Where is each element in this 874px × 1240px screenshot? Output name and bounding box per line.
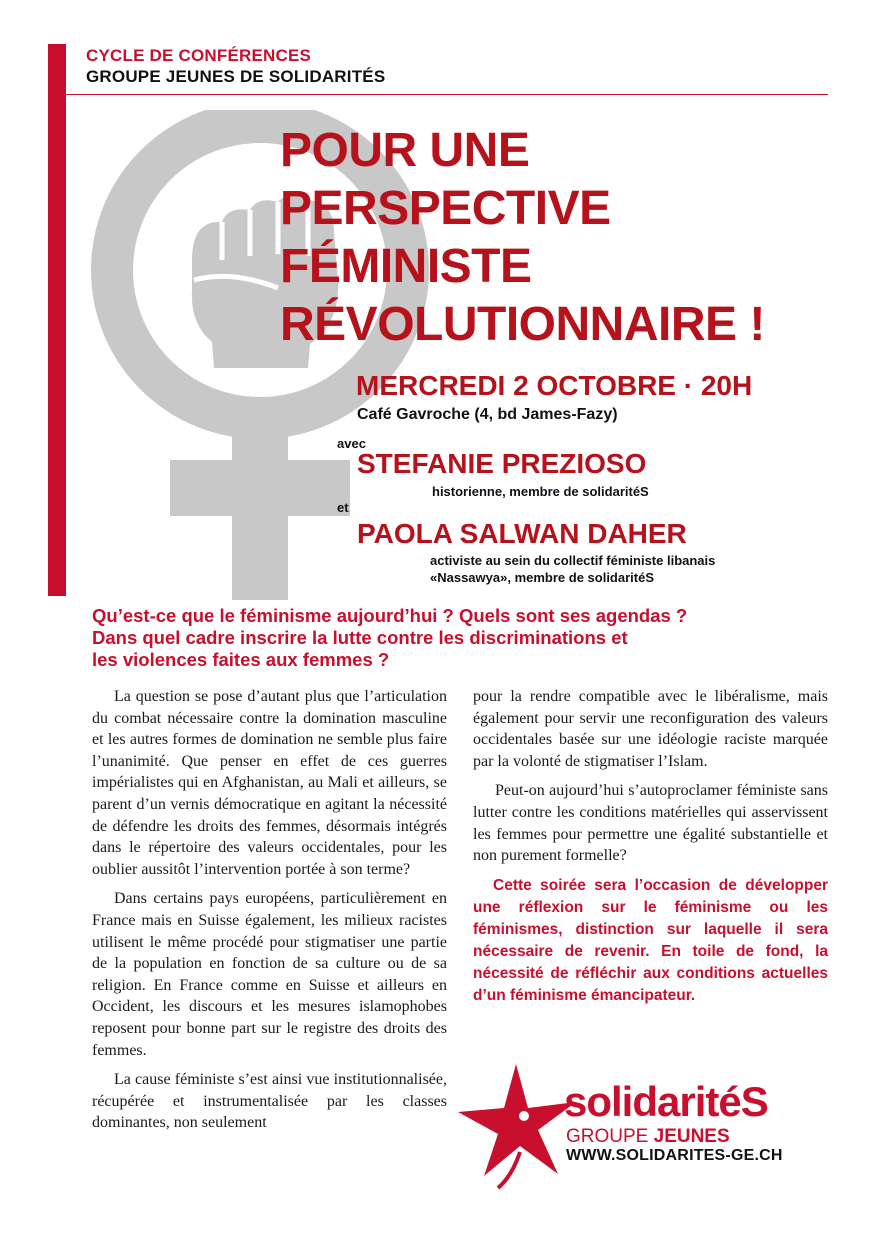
- speaker-role: historienne, membre de solidaritéS: [432, 484, 649, 499]
- avec-label: avec: [337, 436, 366, 451]
- event-venue: Café Gavroche (4, bd James-Fazy): [357, 406, 618, 423]
- body-column-right: [473, 686, 828, 1015]
- title-line: FÉMINISTE: [280, 240, 532, 293]
- speaker-role: [430, 552, 715, 586]
- website-url: WWW.SOLIDARITES-GE.CH: [566, 1147, 783, 1164]
- speaker-role-line: activiste au sein du collectif féministe libanais: [430, 553, 716, 568]
- logo-subtitle-bold: JEUNES: [653, 1126, 730, 1147]
- title-line: POUR UNE: [280, 124, 530, 177]
- highlight-paragraph: Cette soirée sera l’occasion de développer une réflexion sur le féminisme ou les féminismes, distinction sur laquelle il sera nécessaire de revenir. En toile de fond, la nécessité de réfléchir aux conditions actuelles d’un féminisme émancipateur.: [473, 876, 828, 1004]
- logo-name: solidaritéS: [564, 1078, 768, 1125]
- body-paragraph: Peut-on aujourd’hui s’autoproclamer féministe sans lutter contre les conditions matérielles qui asservissent les femmes pour permettre une égalité substantielle et non purement formelle?: [473, 782, 828, 865]
- title-line: RÉVOLUTIONNAIRE !: [280, 298, 765, 351]
- question-line: Dans quel cadre inscrire la lutte contre les discriminations et: [92, 627, 628, 648]
- body-paragraph: pour la rendre compatible avec le libéralisme, mais également pour servir une reconfiguration des valeurs occidentales basée sur une idéologie raciste marquée par la volonté de stigmatiser l’Islam.: [473, 688, 828, 770]
- question-line: Qu’est-ce que le féminisme aujourd’hui ? Quels sont ses agendas ?: [92, 605, 688, 626]
- solidarites-logo: [454, 1056, 834, 1196]
- header-group-name: GROUPE JEUNES DE SOLIDARITÉS: [86, 67, 386, 86]
- lead-question: [92, 605, 792, 671]
- speaker-name: STEFANIE PREZIOSO: [357, 448, 647, 479]
- body-paragraph: La cause féministe s’est ainsi vue institutionnalisée, récupérée et instrumentalisée par les classes dominantes, non seulement: [92, 1071, 447, 1132]
- body-column-left: [92, 686, 447, 1142]
- body-paragraph: La question se pose d’autant plus que l’articulation du combat nécessaire contre la domination masculine et les autres formes de domination ne semble plus faire l’unanimité. Que penser en effet de ces guerres impérialistes qui en Afghanistan, au Mali et ailleurs, se parent d’un vernis démocratique en agitant la nécessité de défendre les droits des femmes, désormais intégrés dans le répertoire des valeurs occidentales, pour les oublier aussitôt l’intervention portée à son terme?: [92, 688, 447, 878]
- question-line: les violences faites aux femmes ?: [92, 649, 390, 670]
- header-divider: [66, 94, 828, 95]
- header-series-title: CYCLE DE CONFÉRENCES: [86, 46, 312, 65]
- sidebar-accent-bar: [48, 44, 66, 596]
- event-date: MERCREDI 2 OCTOBRE · 20H: [356, 370, 753, 401]
- main-title: [280, 122, 840, 354]
- speaker-role-line: «Nassawya», membre de solidaritéS: [430, 570, 655, 585]
- header: [86, 46, 385, 88]
- logo-subtitle: [566, 1126, 730, 1148]
- et-label: et: [337, 500, 349, 515]
- body-paragraph: Dans certains pays européens, particulièrement en France mais en Suisse également, les milieux racistes utilisent le même procédé pour stigmatiser une partie de la population en fonction de sa culture ou de sa religion. En France comme en Suisse et ailleurs en Occident, les discours et les mesures islamophobes reposent pour bonne part sur le registre des droits des femmes.: [92, 890, 447, 1059]
- speaker-name: PAOLA SALWAN DAHER: [357, 518, 687, 549]
- title-line: PERSPECTIVE: [280, 182, 611, 235]
- logo-subtitle-prefix: GROUPE: [566, 1126, 654, 1147]
